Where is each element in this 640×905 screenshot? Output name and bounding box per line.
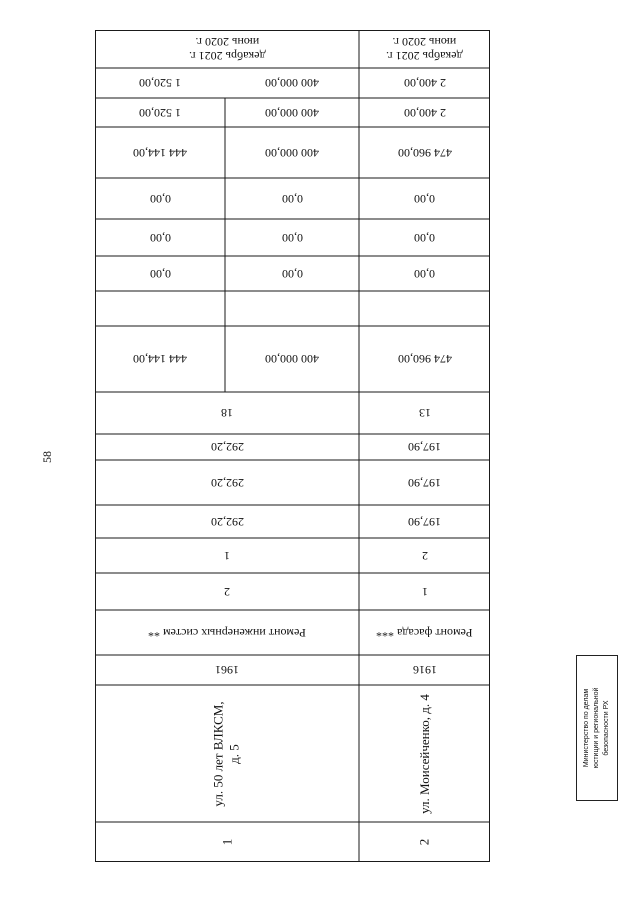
row1-money-b-6: 400 000,00 bbox=[265, 76, 319, 90]
row1-address-line-2: д. 5 bbox=[227, 743, 242, 764]
ministry-stamp bbox=[576, 655, 618, 801]
row1-money-b-0: 400 000,00 bbox=[265, 352, 319, 366]
row2-money-a-6: 2 400,00 bbox=[403, 76, 446, 90]
row2-address: ул. Моисейченко, д. 4 bbox=[416, 693, 432, 814]
row1-money-b-2: 0,00 bbox=[281, 230, 303, 245]
row2-number: 2 bbox=[416, 838, 432, 846]
row1-year: 1961 bbox=[215, 663, 239, 677]
row1-col-b: 1 bbox=[224, 548, 230, 563]
row1-money-a-2: 0,00 bbox=[149, 230, 171, 245]
row2-area-3: 197,90 bbox=[408, 440, 441, 454]
row1-area-3: 292,20 bbox=[210, 440, 244, 454]
row1-header-period bbox=[95, 30, 359, 68]
row1-money-a-1: 0,00 bbox=[149, 266, 171, 281]
row1-money-b-1: 0,00 bbox=[281, 266, 303, 281]
row2-year: 1916 bbox=[412, 663, 437, 677]
row1-money-a-3: 0,00 bbox=[149, 191, 171, 206]
row1-area-2: 292,20 bbox=[210, 475, 244, 490]
row2-col-b: 2 bbox=[421, 548, 428, 563]
row1-money-b-3: 0,00 bbox=[281, 191, 303, 206]
header-left-line-2: декабрь 2021 г. bbox=[188, 49, 266, 63]
page-number: 58 bbox=[40, 451, 54, 463]
stamp-line-1: Министерство по делам bbox=[583, 688, 590, 768]
header-left-line-1: июнь 2020 г. bbox=[195, 35, 259, 49]
row2-col-a: 1 bbox=[421, 584, 428, 599]
data-table bbox=[95, 30, 490, 862]
row1-count: 18 bbox=[221, 406, 233, 420]
row1-col-a: 2 bbox=[224, 584, 230, 599]
header-right-line-2: декабрь 2021 г. bbox=[386, 49, 463, 63]
stamp-line-2: юстиции и региональной bbox=[593, 687, 600, 769]
row1-money-a-5: 1 520,00 bbox=[139, 105, 181, 120]
row2-work-type: Ремонт фасада *** bbox=[376, 625, 473, 640]
row2-money-a-3: 0,00 bbox=[414, 191, 435, 206]
row2-count: 13 bbox=[418, 406, 431, 420]
row2-money-a-0: 474 960,00 bbox=[397, 352, 452, 366]
row1-money-a-4: 444 144,00 bbox=[133, 145, 187, 160]
row1-address-line-1: ул. 50 лет ВЛКСМ, bbox=[211, 700, 226, 807]
row2-area-2: 197,90 bbox=[408, 475, 441, 490]
row2-header-period bbox=[359, 30, 490, 68]
row2-money-a-1: 0,00 bbox=[414, 266, 435, 281]
header-right-line-1: июнь 2020 г. bbox=[392, 35, 457, 49]
row1-money-b-4: 400 000,00 bbox=[265, 145, 319, 160]
row1-number: 1 bbox=[219, 838, 234, 846]
row1-address bbox=[95, 685, 359, 822]
row1-money-a-0: 444 144,00 bbox=[133, 352, 187, 366]
row2-money-a-5: 2 400,00 bbox=[403, 105, 446, 120]
row2-money-a-2: 0,00 bbox=[414, 230, 435, 245]
row1-money-b-5: 400 000,00 bbox=[265, 105, 319, 120]
row1-area-1: 292,20 bbox=[210, 514, 244, 529]
row2-money-a-4: 474 960,00 bbox=[397, 145, 452, 160]
stamp-line-3: безопасности РХ bbox=[603, 700, 610, 756]
row1-money-a-6: 1 520,00 bbox=[139, 76, 181, 90]
row2-area-1: 197,90 bbox=[408, 514, 441, 529]
row1-work-type: Ремонт инженерных систем ** bbox=[148, 625, 306, 640]
